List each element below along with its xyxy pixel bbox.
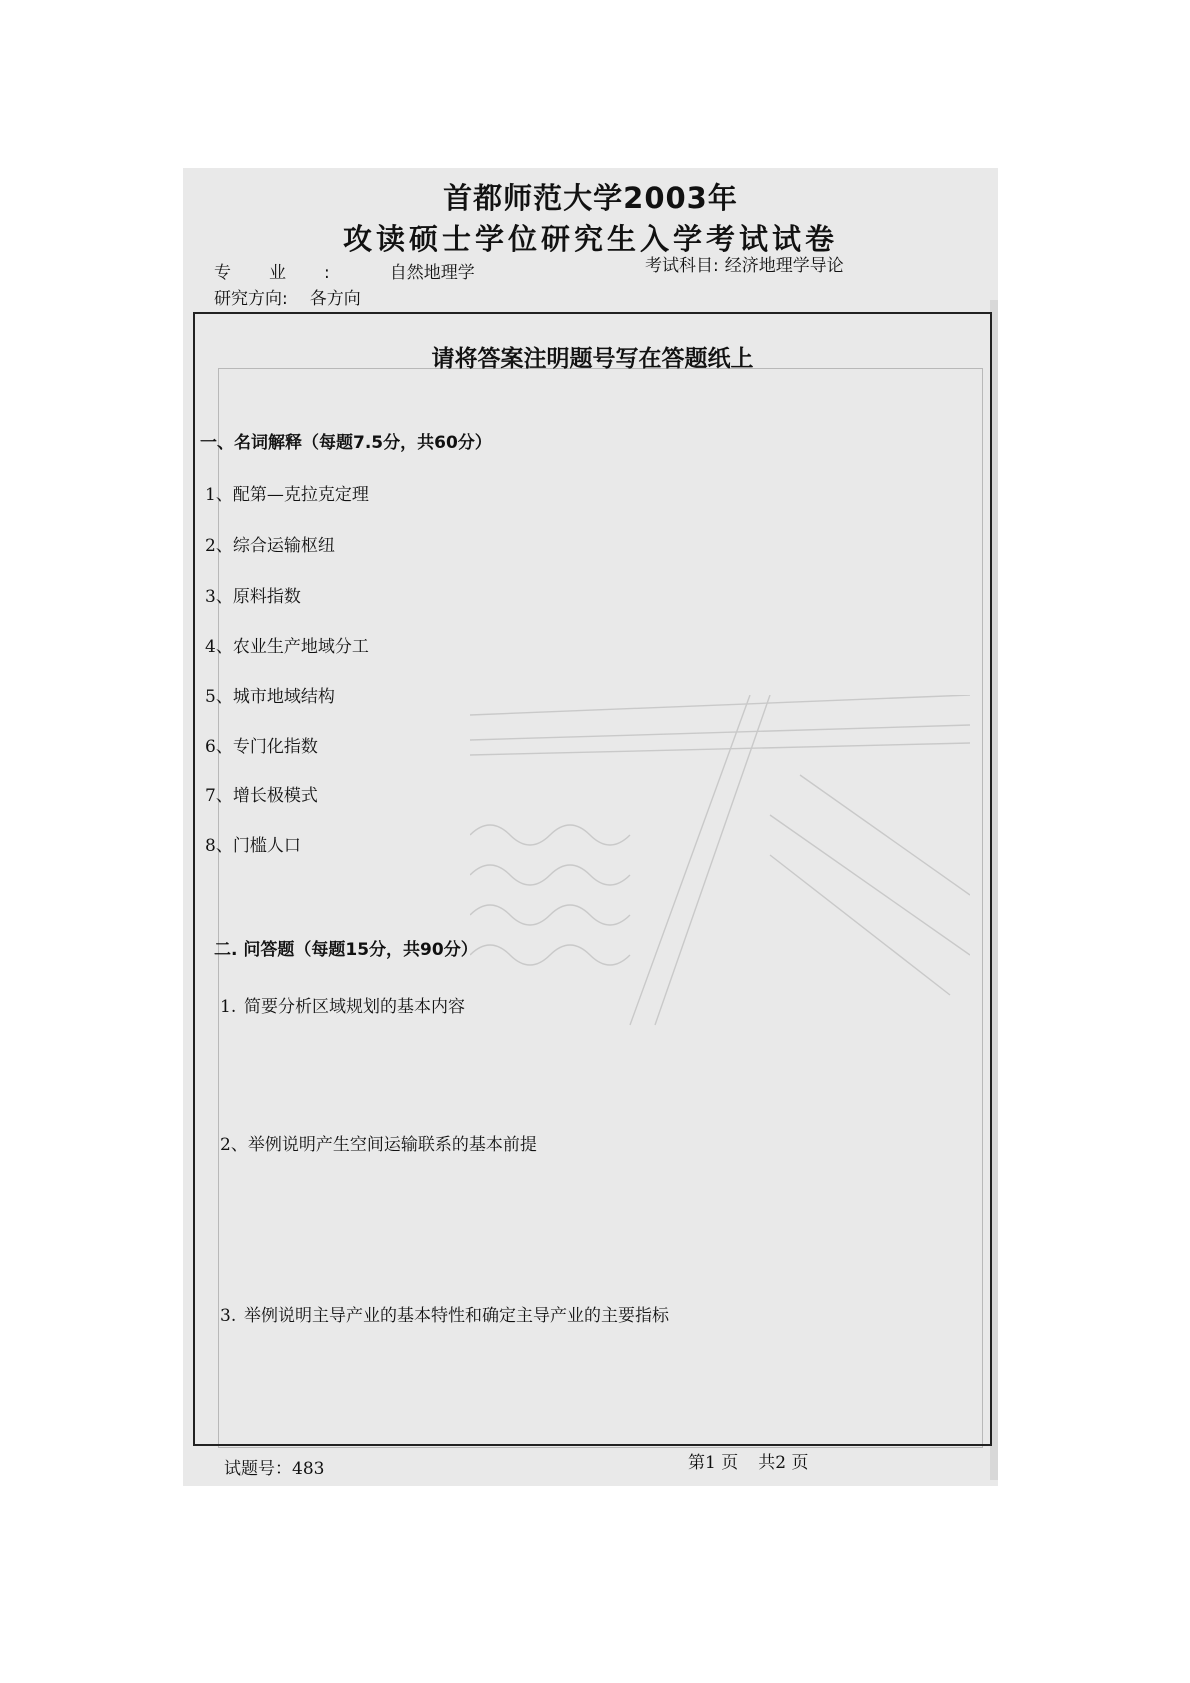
item-number: 1、 [205,485,233,505]
major-row [214,258,475,283]
item-number: 2、 [220,1135,248,1155]
question-item [220,1301,669,1326]
term-item [205,781,318,806]
item-number: 2、 [205,536,233,556]
term-item [205,682,335,707]
subject-label: 考试科目: [645,256,719,276]
direction-row [214,284,361,309]
item-text: 专门化指数 [232,737,318,757]
question-item [220,992,465,1017]
term-item [205,480,369,505]
answer-instruction: 请将答案注明题号写在答题纸上 [431,346,754,372]
item-number: 7、 [205,786,233,806]
item-text: 农业生产地域分工 [232,637,369,657]
subject-value: 经济地理学导论 [724,256,844,276]
question-item [220,1130,537,1155]
item-number: 4、 [205,637,233,657]
page-current: 第1 页 [688,1453,739,1473]
item-text: 简要分析区域规划的基本内容 [244,997,465,1017]
page-total: 共2 页 [758,1453,809,1473]
term-item [205,582,301,607]
section1-heading: 一、名词解释（每题7.5分，共60分） [200,433,492,453]
subject-row [645,251,844,276]
page-indicator [688,1448,808,1473]
term-item [205,531,335,556]
item-text: 门槛人口 [232,836,301,856]
direction-label: 研究方向: [214,289,288,309]
major-value: 自然地理学 [389,263,475,283]
exam-title: 攻读硕士学位研究生入学考试试卷 [342,222,838,256]
item-text: 综合运输枢纽 [232,536,335,556]
item-text: 举例说明产生空间运输联系的基本前提 [247,1135,537,1155]
item-text: 举例说明主导产业的基本特性和确定主导产业的主要指标 [244,1306,669,1326]
term-item [205,732,318,757]
item-number: 5、 [205,687,233,707]
term-item [205,632,369,657]
item-number: 8、 [205,836,233,856]
item-text: 原料指数 [232,587,301,607]
exam-code: 试题号：483 [224,1459,325,1479]
exam-title-university: 首都师范大学2003年 [443,181,738,215]
item-text: 城市地域结构 [232,687,335,707]
item-text: 增长极模式 [232,786,318,806]
item-text: 配第—克拉克定理 [232,485,369,505]
direction-value: 各方向 [309,289,361,309]
item-number: 1. [220,997,237,1017]
section2-heading: 二. 问答题（每题15分，共90分） [214,940,478,960]
major-label: 专业: [214,263,368,283]
term-item [205,831,301,856]
item-number: 3、 [205,587,233,607]
item-number: 3. [220,1306,237,1326]
item-number: 6、 [205,737,233,757]
